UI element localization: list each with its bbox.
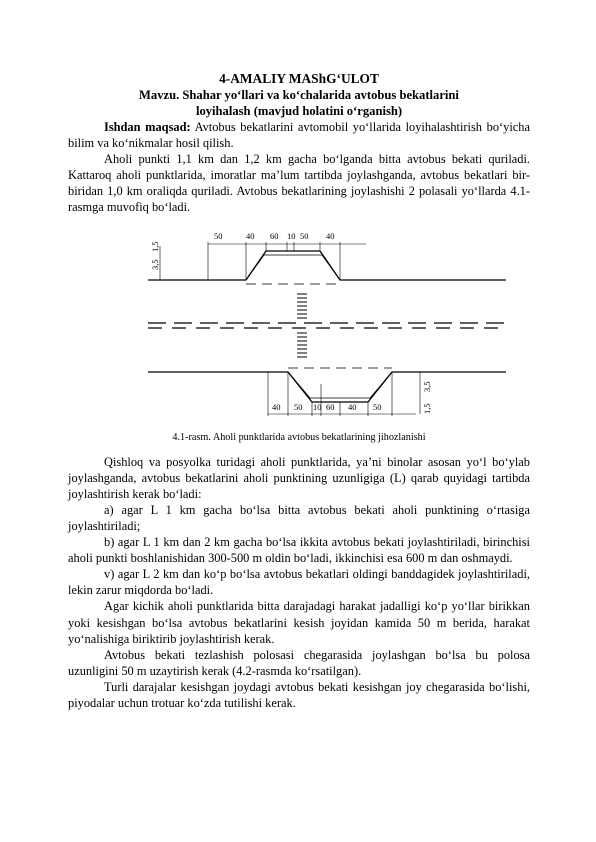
right-dim-2: 1,5 <box>422 402 432 414</box>
paragraph-5: Turli darajalar kesishgan joydagi avtobus bekati kesishgan joy chegarasida bo‘lishi, piyodalar uchun trotuar ko‘zda tutilishi kerak. <box>68 679 530 710</box>
top-dim-1: 50 <box>214 230 223 241</box>
bottom-dim-4: 60 <box>326 401 335 412</box>
paragraph-3: Agar kichik aholi punktlarida bitta darajadagi harakat jadalligi ko‘p yo‘llar birikkan yoki kesishgan bo‘lsa avtobus bekatlarini kesish joyidan kamida 50 m berida, harakat yo‘nalishiga biriktirib joylashtirish kerak. <box>68 599 530 646</box>
document-page <box>68 70 530 711</box>
bottom-dim-5: 40 <box>348 401 357 412</box>
bottom-dim-2: 50 <box>294 401 303 412</box>
bottom-dim-3: 10 <box>313 401 322 412</box>
lower-bay-inner <box>288 372 392 398</box>
bottom-dim-1: 40 <box>272 401 281 412</box>
crosswalk <box>297 294 307 357</box>
lower-road-edge <box>148 372 506 402</box>
bottom-dim-6: 50 <box>373 401 382 412</box>
figure-bus-stop-diagram <box>68 224 530 429</box>
goal-label: Ishdan maqsad: <box>104 120 191 134</box>
figure-caption: 4.1-rasm. Aholi punktlarida avtobus bekatlarining jihozlanishi <box>172 431 426 443</box>
item-b: b) agar L 1 km dan 2 km gacha bo‘lsa ikkita avtobus bekati joylashtiriladi, birinchisi aholi punkti boshlanishidan 300-500 m oldin bo‘ladi, ikkinchisi esa 600 m dan oshmaydi. <box>68 535 530 566</box>
top-dim-3: 60 <box>270 230 279 241</box>
item-a: a) agar L 1 km gacha bo‘lsa bitta avtobus bekati aholi punktining o‘rtasiga joylashtiriladi; <box>68 502 530 533</box>
top-dim-5: 50 <box>300 230 309 241</box>
top-dim-2: 40 <box>246 230 255 241</box>
paragraph-1: Aholi punkti 1,1 km dan 1,2 km gacha bo‘lganda bitta avtobus bekati quriladi. Kattaroq aholi punktlarida, imoratlar ma’lum tartibda joylashganda, avtobus bekatlari bir-biridan 1,0 km oraliqda quriladi. Avtobus bekatlarining joylashishi 2 polasali yo‘llarda 4.1-rasmga muvofiq bo‘ladi. <box>68 152 530 215</box>
subtitle-line-2: loyihalash (mavjud holatini o‘rganish) <box>195 104 403 118</box>
paragraph-4: Avtobus bekati tezlashish polosasi chegarasida joylashgan bo‘lsa bu polosa uzunligini 50 m uzaytirish kerak (4.2-rasmda ko‘rsatilgan). <box>68 647 530 678</box>
goal-text: Avtobus bekatlarini avtomobil yo‘llarida loyihalashtirish bo‘yicha bilim va ko‘nikmalar hosil qilish. <box>68 120 530 151</box>
subtitle-line-1: Mavzu. Shahar yo‘llari va ko‘chalarida avtobus bekatlarini <box>139 88 459 102</box>
upper-road-edge <box>148 251 506 280</box>
top-dim-4: 10 <box>287 230 296 241</box>
left-dim-1: 3,5 <box>150 258 160 270</box>
paragraph-2: Qishloq va posyolka turidagi aholi punktlarida, ya’ni binolar asosan yo‘l bo‘ylab joylashganda, avtobus bekatlarini aholi punktining uzunligiga (L) qarab quyidagi tartibda joylashtirish kerak bo‘ladi: <box>68 454 530 501</box>
right-dim-1: 3,5 <box>422 380 432 392</box>
page-title: 4-AMALIY MAShG‘ULOT <box>219 71 379 86</box>
bus-stop-diagram <box>68 224 530 429</box>
top-dim-6: 40 <box>326 230 335 241</box>
goal-paragraph <box>68 119 530 151</box>
item-v: v) agar L 2 km dan ko‘p bo‘lsa avtobus bekatlari oldingi banddagidek joylashtiriladi, lekin zarur miqdorda bo‘ladi. <box>68 567 530 598</box>
left-dim-2: 1,5 <box>150 240 160 252</box>
